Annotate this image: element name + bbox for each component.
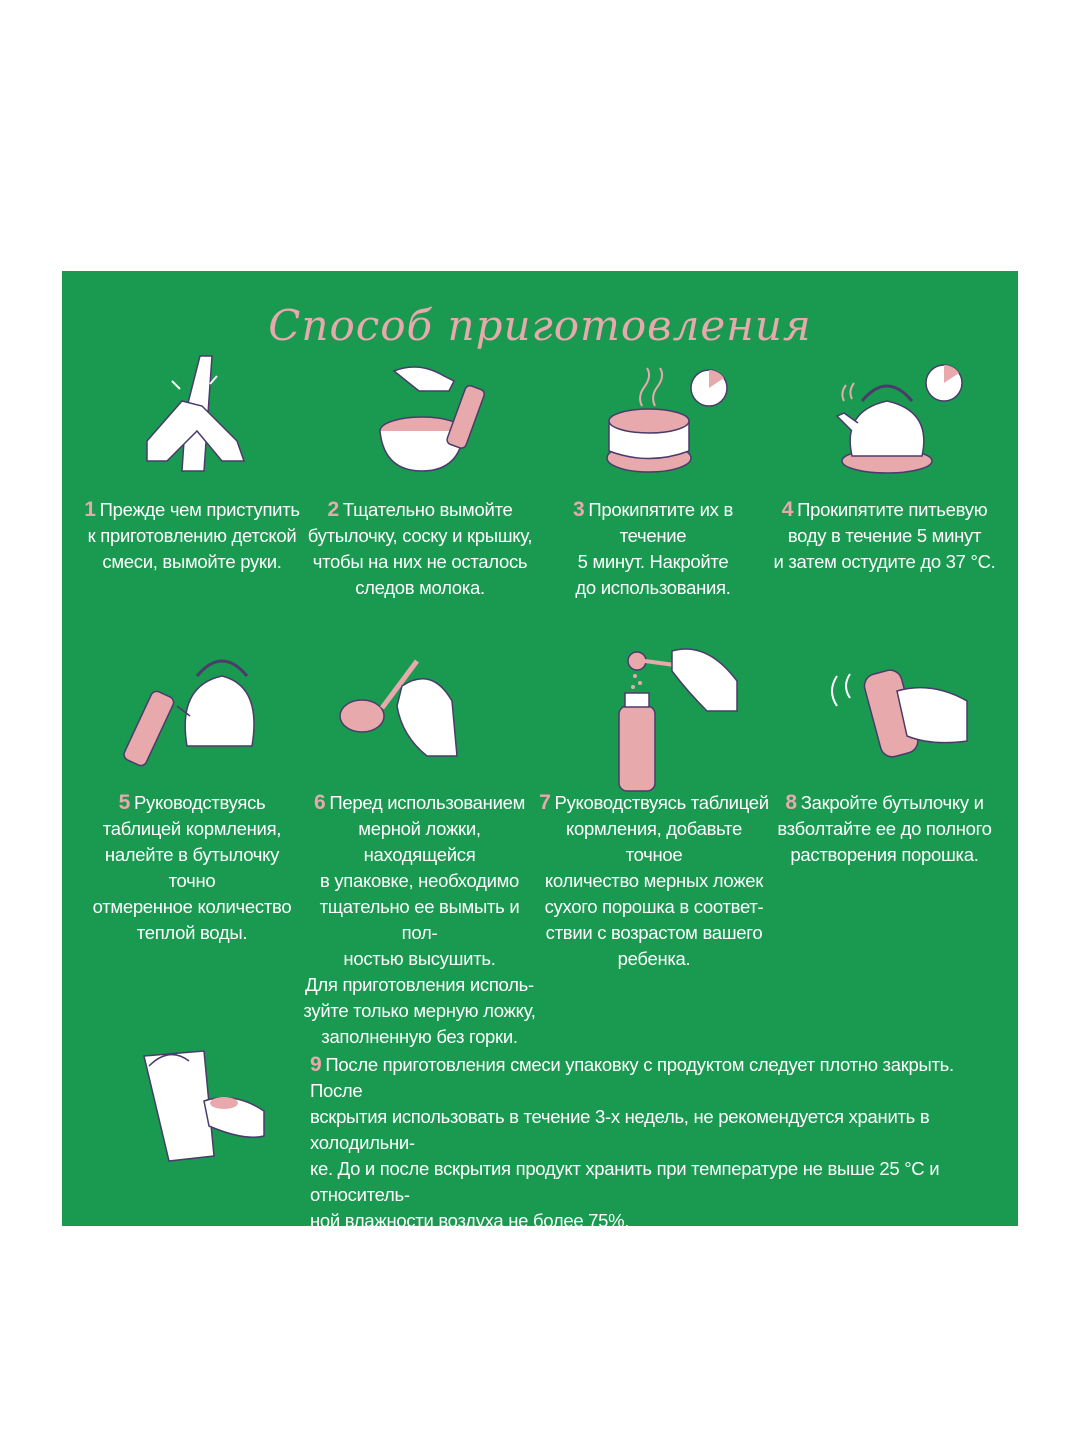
page-title: Способ приготовления bbox=[268, 301, 812, 350]
step-1-text: 1 Прежде чем приступить к приготовлению детской смеси, вымойте руки. bbox=[84, 498, 300, 572]
instructions-panel bbox=[62, 271, 1018, 1231]
step-3-text: 3 Прокипятите их в течение 5 минут. Накройте до использования. bbox=[573, 498, 733, 598]
hand-washing-icon bbox=[142, 351, 252, 481]
close-package-icon bbox=[134, 1041, 269, 1166]
shake-bottle-icon bbox=[822, 656, 972, 766]
step-2-text: 2 Тщательно вымойте бутылочку, соску и крышку, чтобы на них не осталось следов молока. bbox=[307, 498, 533, 598]
step-8-text: 8 Закройте бутылочку и взболтайте ее до полного растворения порошка. bbox=[777, 791, 992, 865]
kettle-timer-icon bbox=[832, 361, 967, 481]
measuring-scoop-hand-icon bbox=[332, 646, 467, 766]
step-4-text: 4 Прокипятите питьевую воду в течение 5 минут и затем остудите до 37 °С. bbox=[773, 498, 996, 572]
step-6-text: 6 Перед использованием мерной ложки, находящейся в упаковке, необходимо тщательно ее вымыть и пол- ностью высушить. Для приготовления исполь- зуйте только мерную ложку, заполненную без горки. bbox=[303, 791, 536, 1047]
kettle-pour-bottle-icon bbox=[122, 646, 262, 771]
step-7-text: 7 Руководствуясь таблицей кормления, добавьте точное количество мерных ложек сухого порошка в соответ- ствии с возрастом вашего ребенка. bbox=[539, 791, 769, 969]
step-9-text: 9 После приготовления смеси упаковку с продуктом следует плотно закрыть. После вскрытия использовать в течение 3-х недель, не рекомендуется хранить в холодильни- ке. До и после вскрытия продукт хранить при температуре не выше 25 °С и относитель- ной влажности воздуха не более 75%. bbox=[310, 1053, 954, 1231]
powder-into-bottle-icon bbox=[607, 641, 747, 796]
bottle-brush-bowl-icon bbox=[374, 356, 504, 481]
boiling-pot-timer-icon bbox=[597, 366, 732, 481]
step-5-text: 5 Руководствуясь таблицей кормления, налейте в бутылочку точно отмеренное количество теплой воды. bbox=[92, 791, 292, 943]
